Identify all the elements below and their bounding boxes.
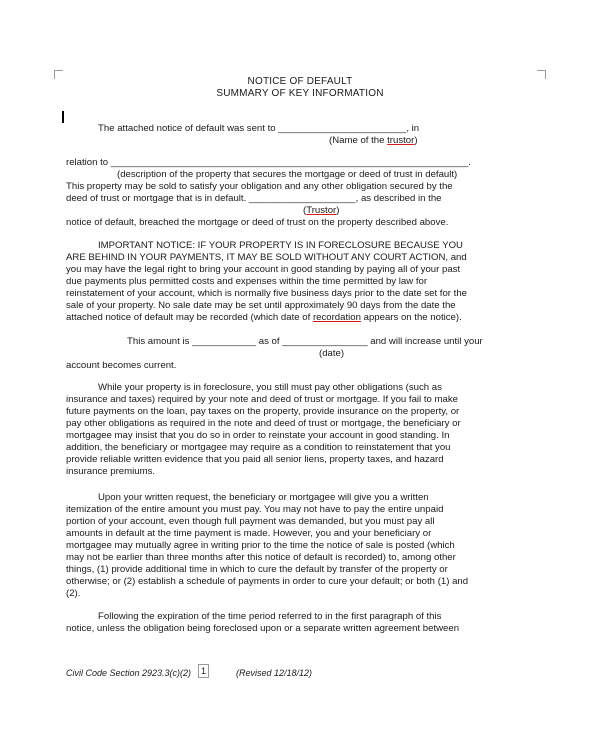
- text-line: addition, the beneficiary or mortgagee may require as a condition to reinstatement that you: [66, 442, 451, 453]
- text-line: The attached notice of default was sent to ________________________, in: [98, 123, 420, 134]
- text-line: due payments plus permitted costs and expenses within the time permitted by law for: [66, 276, 428, 287]
- text-line: insurance premiums.: [66, 466, 156, 477]
- text-line: you may have the legal right to bring your account in good standing by paying all of your past: [66, 264, 461, 275]
- text-line: (2).: [66, 588, 81, 599]
- text-line: notice of default, breached the mortgage or deed of trust on the property described above.: [66, 217, 449, 228]
- footer-page-number: 1: [198, 664, 209, 678]
- text-line: itemization of the entire amount you must pay. You may not have to pay the entire unpaid: [66, 504, 444, 515]
- text-line: future payments on the loan, pay taxes on the property, provide insurance on the property, or: [66, 406, 460, 417]
- text-line: (Trustor): [303, 205, 340, 216]
- text-line: (date): [319, 348, 345, 359]
- text-line: attached notice of default may be recorded (which date of recordation appears on the notice).: [66, 312, 462, 323]
- text-line: may not be earlier than three months after this notice of default is recorded) to, among other: [66, 552, 456, 563]
- text-line: mortgagee may mutually agree in writing prior to the time the notice of sale is posted (which: [66, 540, 455, 551]
- footer-revised-date: (Revised 12/18/12): [236, 668, 313, 678]
- text-line: otherwise; or (2) establish a schedule of payments in order to cure your default; or both (1) and: [66, 576, 469, 587]
- document-subtitle: SUMMARY OF KEY INFORMATION: [216, 88, 384, 99]
- text-line: provide reliable written evidence that you paid all senior liens, property taxes, and hazard: [66, 454, 444, 465]
- text-line: This property may be sold to satisfy your obligation and any other obligation secured by the: [66, 181, 453, 192]
- text-line: reinstatement of your account, which is normally five business days prior to the date set for the: [66, 288, 468, 299]
- text-line: This amount is ____________ as of ________________ and will increase until your: [127, 336, 483, 347]
- text-line: portion of your account, even though full payment was demanded, but you must pay all: [66, 516, 435, 527]
- text-line: things, (1) provide additional time in which to cure the default by transfer of the property or: [66, 564, 448, 575]
- text-line: relation to ___________________________________________________________________.: [66, 157, 471, 168]
- text-line: mortgagee may insist that you do so in order to reinstate your account in good standing. In: [66, 430, 450, 441]
- footer-code-section: Civil Code Section 2923.3(c)(2): [66, 668, 192, 678]
- text-line: Upon your written request, the beneficiary or mortgagee will give you a written: [98, 492, 429, 503]
- text-line: IMPORTANT NOTICE: IF YOUR PROPERTY IS IN FORECLOSURE BECAUSE YOU: [98, 240, 463, 251]
- text-line: pay other obligations as required in the note and deed of trust or mortgage, the beneficiary or: [66, 418, 461, 429]
- text-line: amounts in default at the time payment is made. However, you and your beneficiary or: [66, 528, 432, 539]
- document-title: NOTICE OF DEFAULT: [247, 76, 353, 87]
- text-line: account becomes current.: [66, 360, 177, 371]
- text-line: deed of trust or mortgage that is in default. ____________________, as described in the: [66, 193, 442, 204]
- text-line: ARE BEHIND IN YOUR PAYMENTS, IT MAY BE SOLD WITHOUT ANY COURT ACTION, and: [66, 252, 467, 263]
- text-line: While your property is in foreclosure, you still must pay other obligations (such as: [98, 382, 442, 393]
- text-line: (Name of the trustor): [329, 135, 418, 146]
- text-line: (description of the property that secures the mortgage or deed of trust in default): [117, 169, 458, 180]
- text-line: insurance and taxes) required by your note and deed of trust or mortgage. If you fail to make: [66, 394, 458, 405]
- text-line: sale of your property. No sale date may be set until approximately 90 days from the date the: [66, 300, 456, 311]
- text-cursor: [62, 111, 64, 123]
- text-line: notice, unless the obligation being foreclosed upon or a separate written agreement between: [66, 623, 460, 634]
- text-line: Following the expiration of the time period referred to in the first paragraph of this: [98, 611, 442, 622]
